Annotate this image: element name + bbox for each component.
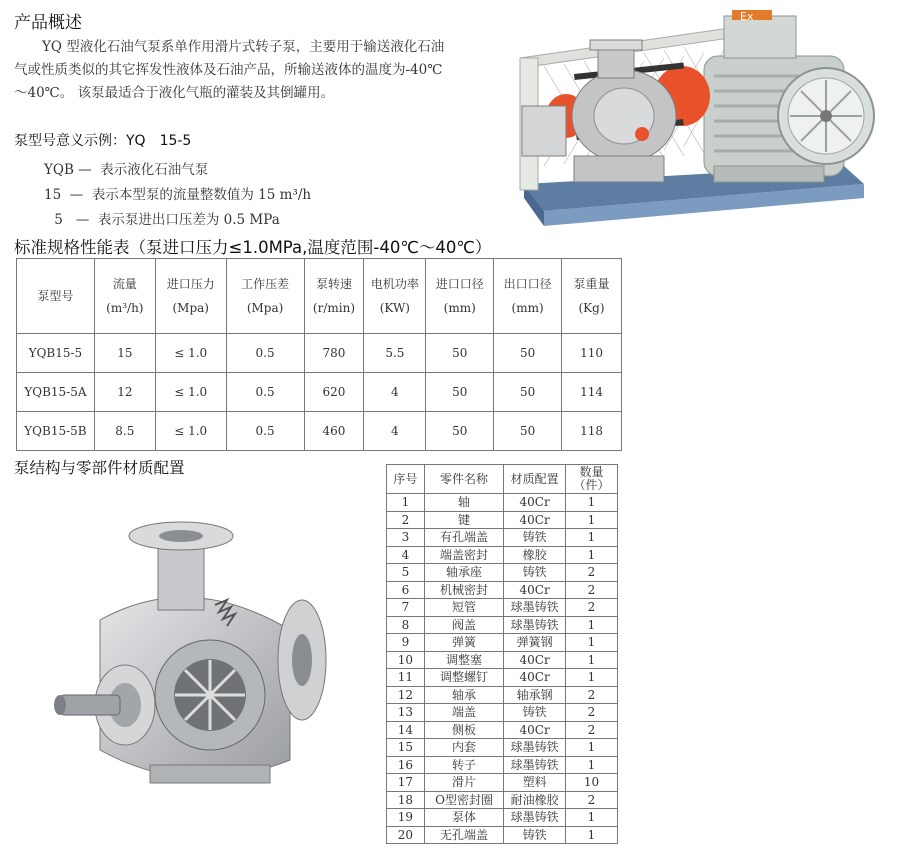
spec-cell: 50 [494, 373, 562, 412]
spec-cell: 110 [562, 334, 622, 373]
parts-cell: 轴承钢 [504, 686, 566, 704]
parts-header-cell: 数量（件） [566, 465, 618, 494]
parts-cell: 轴承 [424, 686, 503, 704]
parts-row [387, 826, 618, 844]
parts-cell: 端盖密封 [424, 546, 503, 564]
parts-cell: 内套 [424, 739, 503, 757]
parts-cell: 铸铁 [504, 826, 566, 844]
spec-cell: YQB15-5B [17, 412, 95, 451]
parts-row [387, 564, 618, 582]
spec-header-cell: 出口口径 (mm) [494, 259, 562, 334]
model-example-line: 15 — 表示本型泵的流量整数值为 15 m³/h [44, 187, 312, 203]
parts-cell: 2 [566, 791, 618, 809]
parts-cell: 1 [566, 546, 618, 564]
spec-header-cell: 流量 (m³/h) [94, 259, 155, 334]
parts-cell: 2 [566, 721, 618, 739]
parts-cell: 1 [566, 809, 618, 827]
parts-cell: 1 [566, 511, 618, 529]
parts-row [387, 721, 618, 739]
parts-cell: 阀盖 [424, 616, 503, 634]
parts-cell: 2 [566, 581, 618, 599]
parts-cell: 1 [566, 634, 618, 652]
parts-header-row [387, 465, 618, 494]
spec-header-cell: 电机功率 (KW) [364, 259, 426, 334]
parts-cell: 侧板 [424, 721, 503, 739]
parts-row [387, 809, 618, 827]
spec-cell: 780 [304, 334, 364, 373]
spec-cell: 118 [562, 412, 622, 451]
parts-cell: 17 [387, 774, 425, 792]
parts-cell: 19 [387, 809, 425, 827]
parts-cell: 铸铁 [504, 704, 566, 722]
parts-cell: 4 [387, 546, 425, 564]
parts-cell: 铸铁 [504, 564, 566, 582]
parts-cell: 11 [387, 669, 425, 687]
spec-header-cell: 工作压差 (Mpa) [226, 259, 304, 334]
parts-cell: 调整塞 [424, 651, 503, 669]
model-example-line: YQB — 表示液化石油气泵 [44, 162, 209, 178]
parts-cell: 无孔端盖 [424, 826, 503, 844]
spec-cell: ≤ 1.0 [155, 334, 226, 373]
parts-cell: 8 [387, 616, 425, 634]
parts-cell: 6 [387, 581, 425, 599]
pump-motor-unit-image [514, 6, 886, 234]
spec-cell: 50 [426, 373, 494, 412]
spec-cell: 0.5 [226, 412, 304, 451]
parts-cell: 滑片 [424, 774, 503, 792]
parts-row [387, 494, 618, 512]
parts-cell: 铸铁 [504, 529, 566, 547]
spec-header-cell: 泵型号 [17, 259, 95, 334]
parts-row [387, 704, 618, 722]
overview-title: 产品概述 [14, 13, 82, 33]
spec-row [17, 334, 622, 373]
parts-cell: 2 [566, 564, 618, 582]
parts-cell: 5 [387, 564, 425, 582]
parts-row [387, 511, 618, 529]
parts-row [387, 581, 618, 599]
spec-cell: 50 [426, 412, 494, 451]
spec-cell: 114 [562, 373, 622, 412]
spec-cell: 12 [94, 373, 155, 412]
spec-cell: 50 [494, 412, 562, 451]
ex-mark: Ex [740, 10, 754, 23]
spec-cell: YQB15-5A [17, 373, 95, 412]
parts-row [387, 791, 618, 809]
parts-row [387, 739, 618, 757]
spec-cell: 15 [94, 334, 155, 373]
parts-cell: 球墨铸铁 [504, 599, 566, 617]
parts-cell: 轴 [424, 494, 503, 512]
parts-row [387, 529, 618, 547]
spec-cell: 620 [304, 373, 364, 412]
spec-cell: 50 [426, 334, 494, 373]
parts-row [387, 634, 618, 652]
parts-cell: 2 [566, 686, 618, 704]
spec-cell: 4 [364, 412, 426, 451]
parts-cell: 40Cr [504, 651, 566, 669]
parts-cell: 20 [387, 826, 425, 844]
parts-cell: 2 [387, 511, 425, 529]
spec-header-cell: 泵转速 (r/min) [304, 259, 364, 334]
parts-row [387, 616, 618, 634]
parts-cell: 10 [387, 651, 425, 669]
parts-cell: 15 [387, 739, 425, 757]
spec-header-row [17, 259, 622, 334]
spec-cell: YQB15-5 [17, 334, 95, 373]
parts-cell: 14 [387, 721, 425, 739]
parts-cell: 40Cr [504, 511, 566, 529]
parts-cell: 端盖 [424, 704, 503, 722]
parts-cell: 40Cr [504, 494, 566, 512]
parts-cell: 13 [387, 704, 425, 722]
parts-cell: 12 [387, 686, 425, 704]
parts-cell: O型密封圈 [424, 791, 503, 809]
model-example-line: 5 — 表示泵进出口压差为 0.5 MPa [50, 212, 280, 228]
parts-cell: 键 [424, 511, 503, 529]
parts-row [387, 669, 618, 687]
parts-cell: 40Cr [504, 669, 566, 687]
parts-cell: 耐油橡胶 [504, 791, 566, 809]
parts-cell: 球墨铸铁 [504, 756, 566, 774]
parts-header-cell: 材质配置 [504, 465, 566, 494]
parts-cell: 1 [566, 669, 618, 687]
parts-cell: 机械密封 [424, 581, 503, 599]
spec-cell: 8.5 [94, 412, 155, 451]
spec-cell: 460 [304, 412, 364, 451]
parts-row [387, 686, 618, 704]
parts-cell: 转子 [424, 756, 503, 774]
spec-cell: 4 [364, 373, 426, 412]
parts-header-cell: 零件名称 [424, 465, 503, 494]
pump-cutaway-image [40, 510, 340, 810]
parts-cell: 40Cr [504, 581, 566, 599]
model-example-title: 泵型号意义示例：YQ 15-5 [14, 133, 192, 149]
spec-table [16, 258, 622, 451]
parts-cell: 1 [566, 529, 618, 547]
spec-cell: ≤ 1.0 [155, 373, 226, 412]
parts-cell: 有孔端盖 [424, 529, 503, 547]
spec-cell: 5.5 [364, 334, 426, 373]
parts-header-cell: 序号 [387, 465, 425, 494]
spec-cell: 0.5 [226, 373, 304, 412]
parts-cell: 泵体 [424, 809, 503, 827]
parts-row [387, 546, 618, 564]
parts-cell: 1 [566, 494, 618, 512]
parts-cell: 轴承座 [424, 564, 503, 582]
spec-header-cell: 进口压力 (Mpa) [155, 259, 226, 334]
parts-cell: 2 [566, 599, 618, 617]
parts-cell: 16 [387, 756, 425, 774]
spec-cell: 0.5 [226, 334, 304, 373]
structure-title: 泵结构与零部件材质配置 [14, 459, 185, 477]
parts-cell: 2 [566, 704, 618, 722]
parts-cell: 球墨铸铁 [504, 616, 566, 634]
parts-table [386, 464, 618, 844]
spec-row [17, 412, 622, 451]
parts-cell: 短管 [424, 599, 503, 617]
parts-cell: 1 [566, 739, 618, 757]
parts-cell: 1 [566, 756, 618, 774]
parts-row [387, 756, 618, 774]
parts-cell: 调整螺钉 [424, 669, 503, 687]
parts-cell: 18 [387, 791, 425, 809]
parts-cell: 塑料 [504, 774, 566, 792]
spec-row [17, 373, 622, 412]
parts-row [387, 651, 618, 669]
spec-header-cell: 进口口径 (mm) [426, 259, 494, 334]
parts-cell: 球墨铸铁 [504, 809, 566, 827]
parts-row [387, 774, 618, 792]
parts-cell: 3 [387, 529, 425, 547]
parts-cell: 40Cr [504, 721, 566, 739]
spec-cell: 50 [494, 334, 562, 373]
parts-cell: 1 [566, 826, 618, 844]
parts-row [387, 599, 618, 617]
parts-cell: 10 [566, 774, 618, 792]
parts-cell: 1 [566, 616, 618, 634]
spec-table-title: 标准规格性能表（泵进口压力≤1.0MPa,温度范围-40℃～40℃） [14, 238, 492, 257]
parts-cell: 弹簧钢 [504, 634, 566, 652]
parts-cell: 7 [387, 599, 425, 617]
spec-header-cell: 泵重量 (Kg) [562, 259, 622, 334]
parts-cell: 1 [566, 651, 618, 669]
parts-cell: 球墨铸铁 [504, 739, 566, 757]
parts-cell: 弹簧 [424, 634, 503, 652]
parts-cell: 1 [387, 494, 425, 512]
parts-cell: 橡胶 [504, 546, 566, 564]
overview-intro: YQ 型液化石油气泵系单作用滑片式转子泵，主要用于输送液化石油气或性质类似的其它挥发性液体及石油产品，所输送液体的温度为-40℃～40℃。 该泵最适合于液化气瓶的灌装及其倒罐用。 [14, 39, 445, 101]
spec-cell: ≤ 1.0 [155, 412, 226, 451]
parts-cell: 9 [387, 634, 425, 652]
